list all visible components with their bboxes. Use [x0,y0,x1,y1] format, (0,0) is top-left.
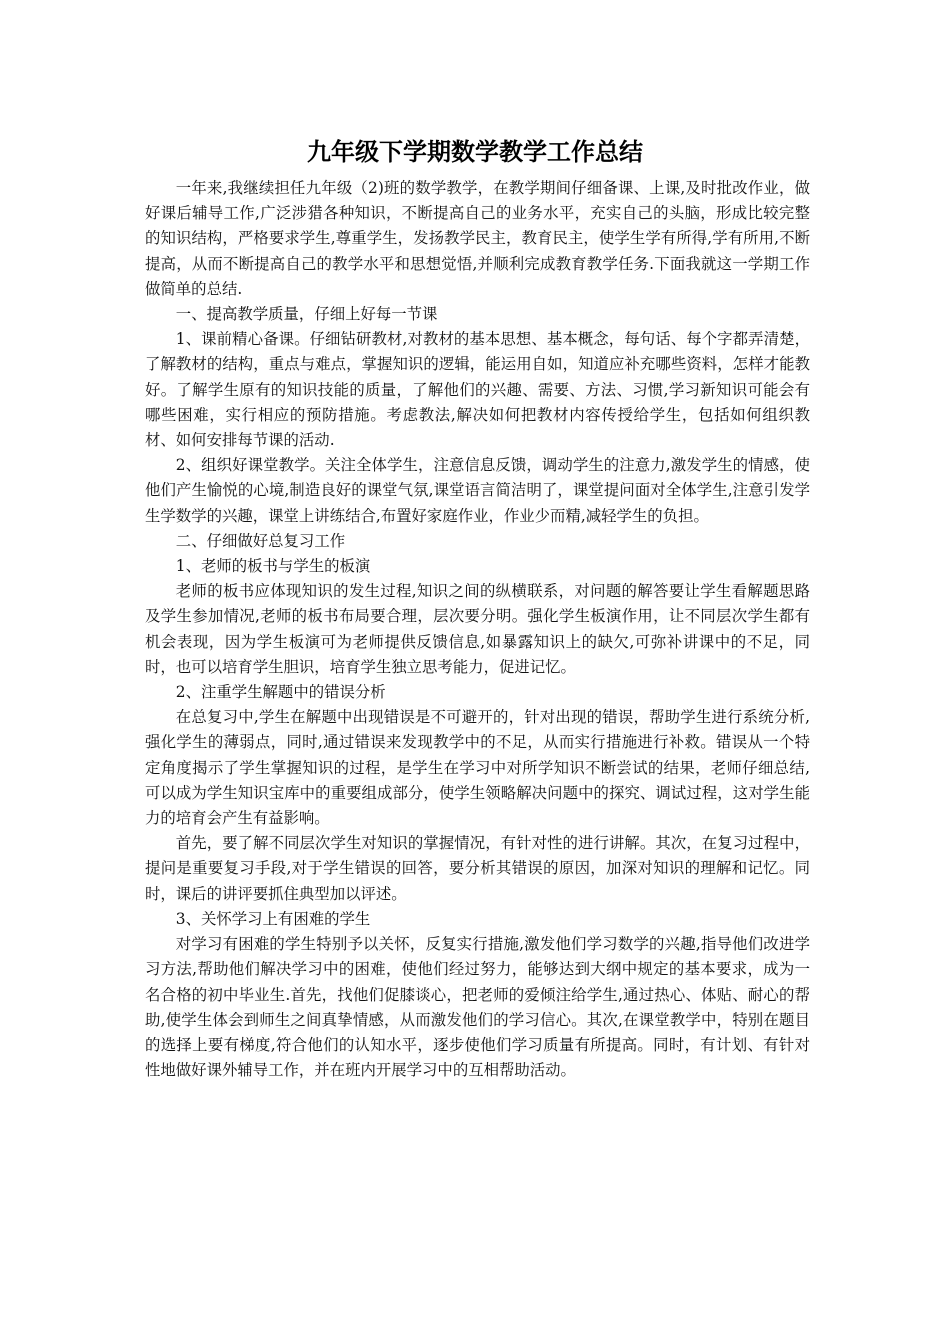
paragraph-intro: 一年来,我继续担任九年级（2)班的数学教学，在教学期间仔细备课、上课,及时批改作业，做好课后辅导工作,广泛涉猎各种知识，不断提高自己的业务水平，充实自己的头脑，形成比较完整的知识结构，严格要求学生,尊重学生，发扬教学民主，教育民主，使学生学有所得,学有所用,不断提高，从而不断提高自己的教学水平和思想觉悟,并顺利完成教育教学任务.下面我就这一学期工作做简单的总结. [145,179,810,298]
document-title: 九年级下学期数学教学工作总结 [307,137,643,166]
paragraph-2-3: 对学习有困难的学生特别予以关怀，反复实行措施,激发他们学习数学的兴趣,指导他们改进学习方法,帮助他们解决学习中的困难，使他们经过努力，能够达到大纲中规定的基本要求，成为一名合格的初中毕业生.首先，找他们促膝谈心，把老师的爱倾注给学生,通过热心、体贴、耐心的帮助,使学生体会到师生之间真挚情感，从而激发他们的学习信心。其次,在课堂教学中，特别在题目的选择上要有梯度,符合他们的认知水平，逐步使他们学习质量有所提高。同时，有计划、有针对性地做好课外辅导工作，并在班内开展学习中的互相帮助活动。 [145,935,810,1080]
paragraph-1-2: 2、组织好课堂教学。关注全体学生，注意信息反馈，调动学生的注意力,激发学生的情感，使他们产生愉悦的心境,制造良好的课堂气氛,课堂语言简洁明了，课堂提问面对全体学生,注意引发学生学数学的兴趣，课堂上讲练结合,布置好家庭作业，作业少而精,减轻学生的负担。 [145,456,810,525]
subheading-2-3: 3、关怀学习上有困难的学生 [175,909,371,928]
paragraph-2-2b: 首先，要了解不同层次学生对知识的掌握情况，有针对性的进行讲解。其次，在复习过程中，提问是重要复习手段,对于学生错误的回答，要分析其错误的原因，加深对知识的理解和记忆。同时，课后的讲评要抓住典型加以评述。 [145,834,810,903]
paragraph-1-1: 1、课前精心备课。仔细钻研教材,对教材的基本思想、基本概念，每句话、每个字都弄清楚，了解教材的结构，重点与难点，掌握知识的逻辑，能运用自如，知道应补充哪些资料，怎样才能教好。了解学生原有的知识技能的质量，了解他们的兴趣、需要、方法、习惯,学习新知识可能会有哪些困难，实行相应的预防措施。考虑教法,解决如何把教材内容传授给学生，包括如何组织教材、如何安排每节课的活动. [145,330,810,450]
section-heading-2: 二、仔细做好总复习工作 [175,531,346,550]
subheading-2-1: 1、老师的板书与学生的板演 [175,557,371,576]
section-heading-1: 一、提高教学质量，仔细上好每一节课 [175,305,438,324]
document-body [145,176,810,1083]
subheading-2-2: 2、注重学生解题中的错误分析 [175,683,386,702]
paragraph-2-2a: 在总复习中,学生在解题中出现错误是不可避开的，针对出现的错误，帮助学生进行系统分析,强化学生的薄弱点，同时,通过错误来发现教学中的不足，从而实行措施进行补救。错误从一个特定角度揭示了学生掌握知识的过程，是学生在学习中对所学知识不断尝试的结果，老师仔细总结,可以成为学生知识宝库中的重要组成部分，使学生领略解决问题中的探究、调试过程，这对学生能力的培育会产生有益影响。 [145,708,810,828]
paragraph-2-1: 老师的板书应体现知识的发生过程,知识之间的纵横联系，对问题的解答要让学生看解题思路及学生参加情况,老师的板书布局要合理，层次要分明。强化学生板演作用，让不同层次学生都有机会表现，因为学生板演可为老师提供反馈信息,如暴露知识上的缺欠,可弥补讲课中的不足，同时，也可以培育学生胆识，培育学生独立思考能力，促进记忆。 [145,582,810,676]
